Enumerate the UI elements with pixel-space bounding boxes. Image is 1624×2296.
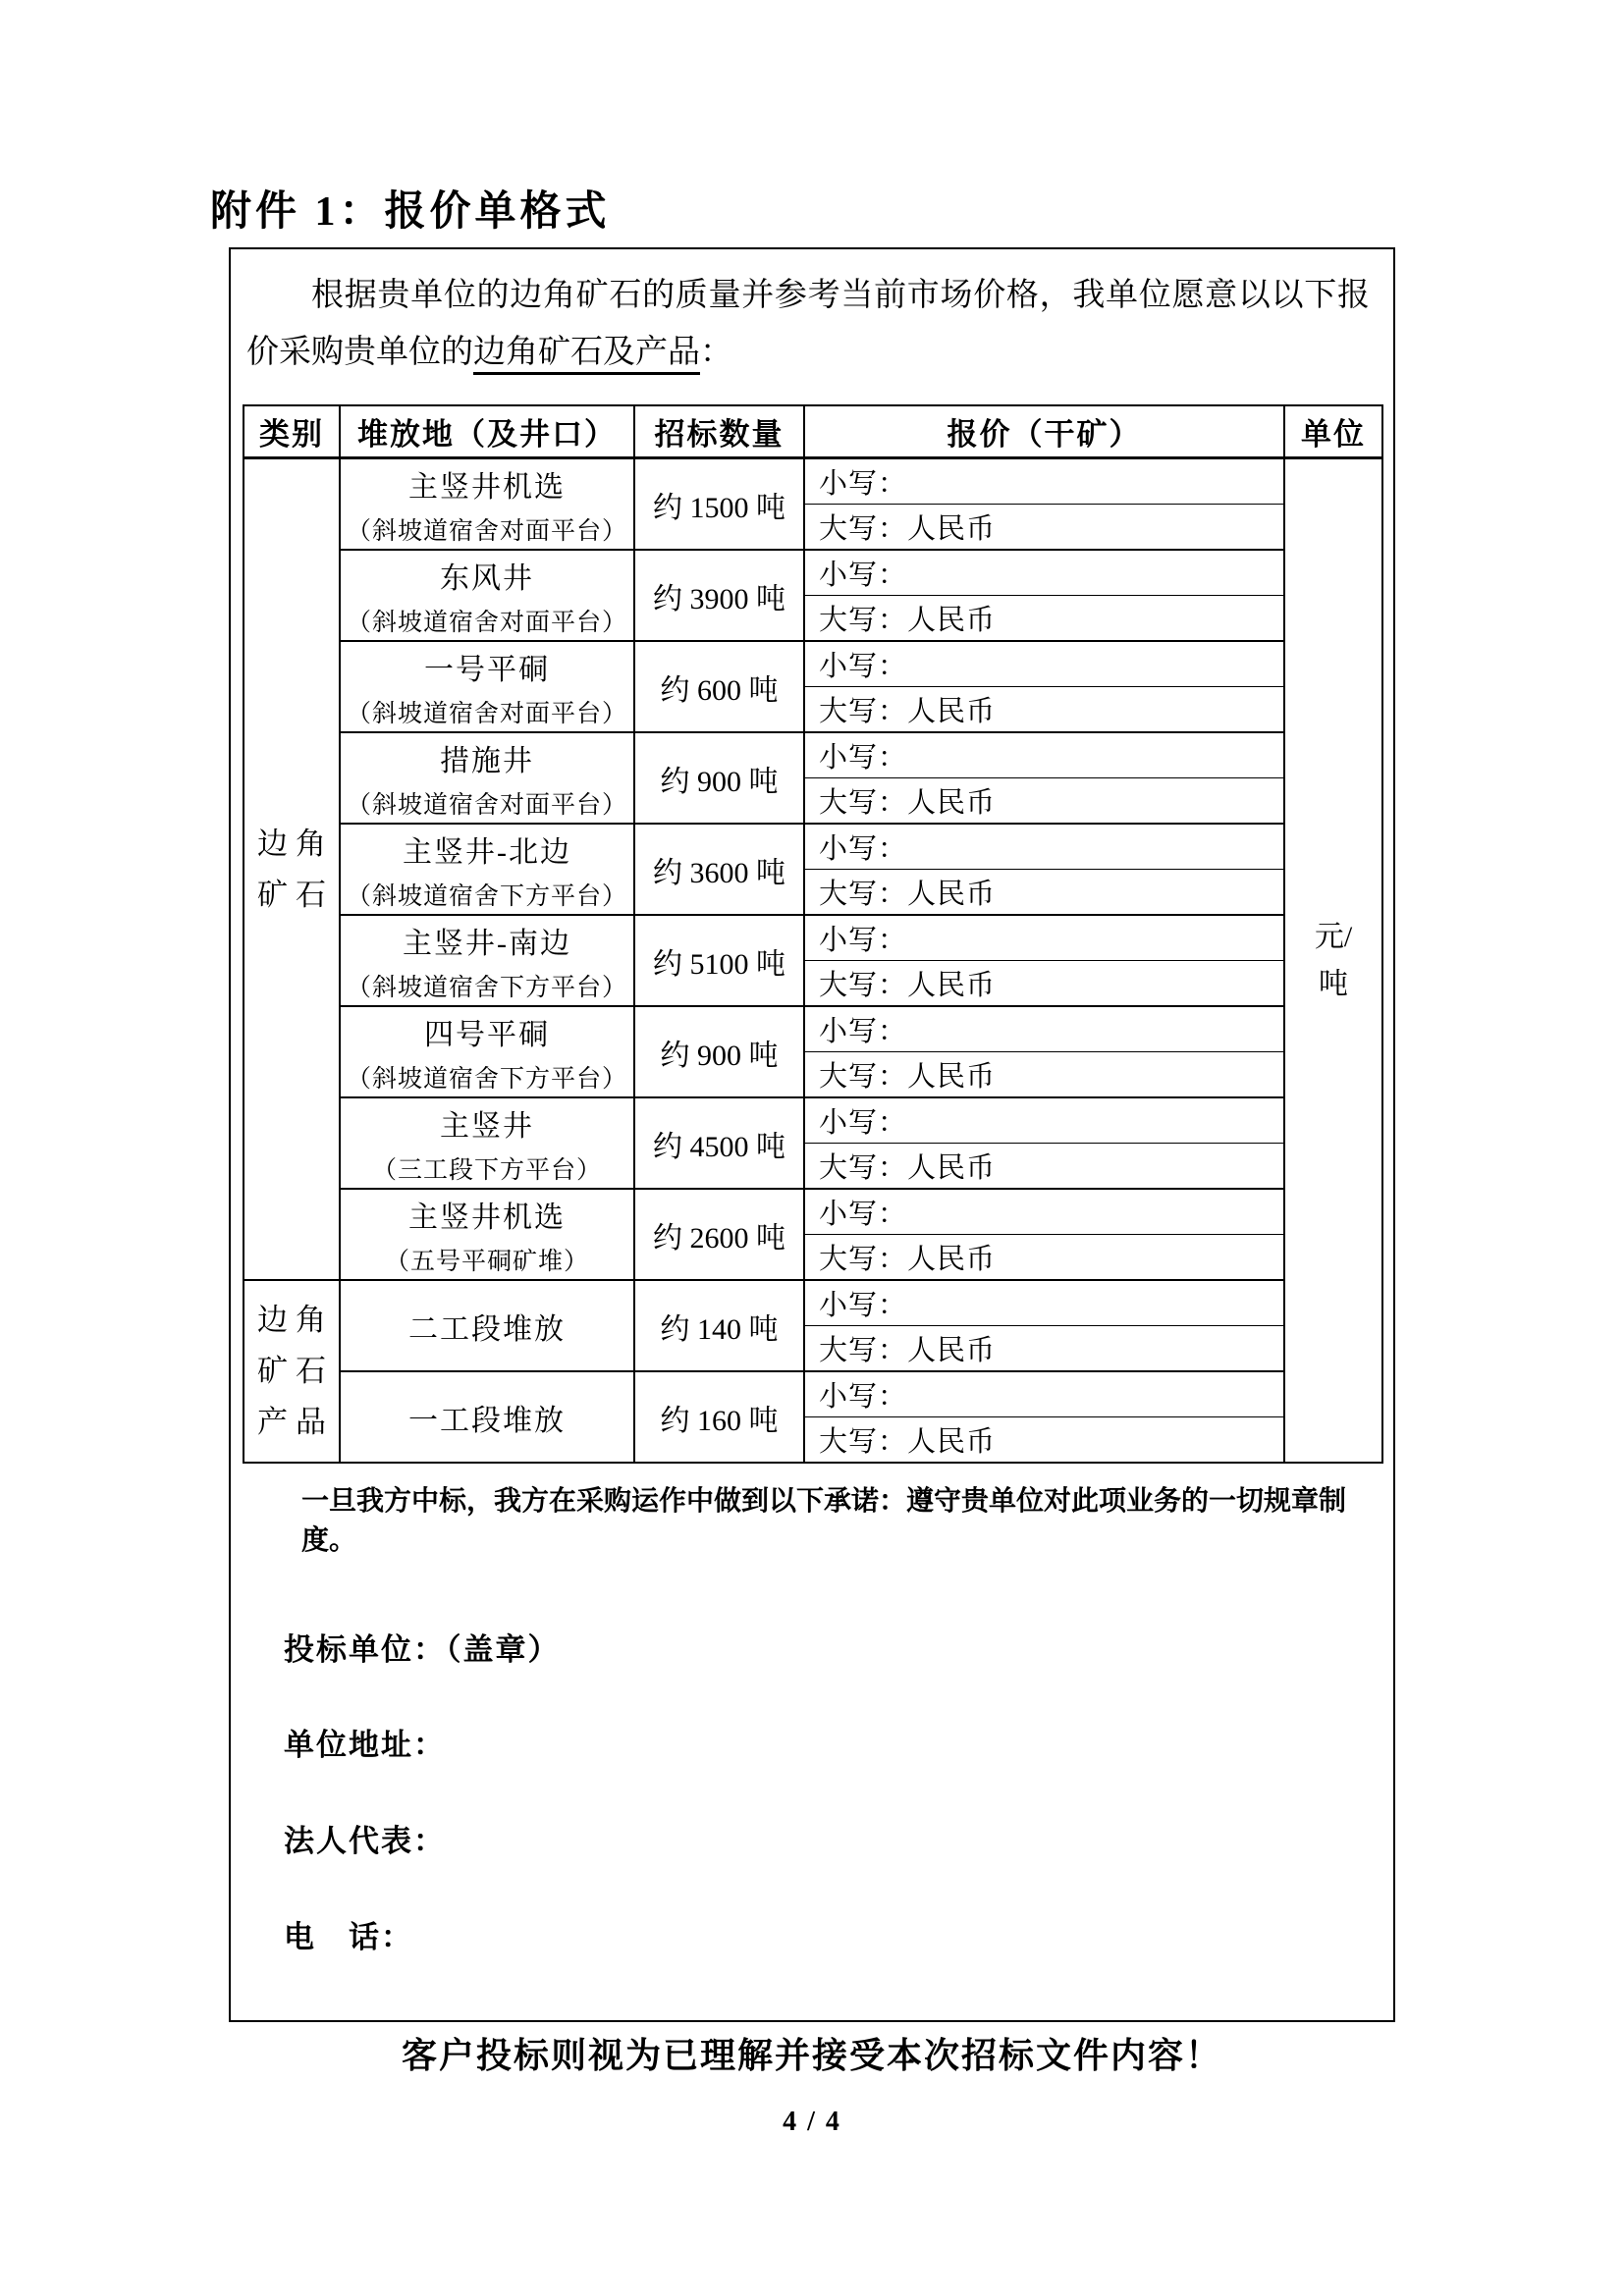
table-row: [244, 641, 1382, 687]
quotation-table: [243, 404, 1383, 1464]
unit-line: 元/: [1314, 920, 1353, 953]
location-sub: （斜坡道宿舍对面平台）: [346, 791, 627, 819]
price-lowercase-cell: 小写：: [804, 1097, 1284, 1144]
location-sub: （斜坡道宿舍下方平台）: [346, 882, 627, 910]
location-cell: [340, 1006, 634, 1097]
location-name: 主竖井: [440, 1109, 534, 1143]
field-legal-representative: 法人代表：: [284, 1824, 446, 1858]
unit-line: 吨: [1319, 967, 1348, 1000]
price-uppercase-cell: 大写：人民币: [804, 778, 1284, 825]
header-unit: 单位: [1284, 405, 1382, 458]
price-lowercase-cell: 小写：: [804, 550, 1284, 596]
location-cell: [340, 1280, 634, 1371]
location-cell: [340, 458, 634, 551]
intro-colon: ：: [700, 335, 732, 370]
location-name: 主竖井-南边: [403, 927, 571, 960]
price-uppercase-cell: 大写：人民币: [804, 596, 1284, 642]
category-line: 矿石: [257, 1354, 334, 1388]
price-lowercase-cell: 小写：: [804, 641, 1284, 687]
location-name: 东风井: [440, 561, 534, 595]
price-uppercase-cell: 大写：人民币: [804, 1144, 1284, 1190]
header-category: 类别: [244, 405, 340, 458]
table-row: [244, 1097, 1382, 1144]
location-name: 主竖井机选: [408, 470, 566, 504]
page-number: 4 / 4: [783, 2107, 841, 2137]
quantity-cell: 约 900 吨: [634, 1006, 804, 1097]
price-lowercase-cell: 小写：: [804, 1280, 1284, 1326]
category-line: 边角: [257, 1303, 334, 1337]
quantity-cell: 约 140 吨: [634, 1280, 804, 1371]
field-telephone: 电 话：: [284, 1920, 413, 1954]
table-row: [244, 915, 1382, 961]
location-sub: （斜坡道宿舍下方平台）: [346, 974, 627, 1001]
quantity-cell: 约 3900 吨: [634, 550, 804, 641]
header-price: 报价（干矿）: [804, 405, 1284, 458]
table-header-row: [244, 405, 1382, 458]
price-uppercase-cell: 大写：人民币: [804, 1417, 1284, 1464]
location-name: 一号平硐: [424, 653, 550, 686]
category-line: 边角: [257, 826, 334, 861]
category-line: 产品: [257, 1405, 334, 1439]
price-uppercase-cell: 大写：人民币: [804, 1235, 1284, 1281]
table-row: [244, 550, 1382, 596]
location-name: 措施井: [440, 744, 534, 777]
quantity-cell: 约 600 吨: [634, 641, 804, 732]
price-lowercase-cell: 小写：: [804, 458, 1284, 505]
intro-paragraph: [246, 267, 1370, 381]
location-cell: [340, 915, 634, 1006]
table-row: [244, 732, 1382, 778]
commitment-text: 一旦我方中标，我方在采购运作中做到以下承诺：遵守贵单位对此项业务的一切规章制度。: [301, 1486, 1347, 1556]
location-cell: [340, 1371, 634, 1463]
location-sub: （五号平硐矿堆）: [384, 1248, 589, 1275]
location-cell: [340, 824, 634, 915]
location-cell: [340, 1189, 634, 1280]
price-lowercase-cell: 小写：: [804, 732, 1284, 778]
table-row: [244, 458, 1382, 505]
unit-cell: [1284, 458, 1382, 1464]
location-name: 主竖井-北边: [403, 835, 571, 869]
location-name: 一工段堆放: [408, 1404, 566, 1437]
table-row: [244, 1280, 1382, 1326]
price-lowercase-cell: 小写：: [804, 824, 1284, 870]
table-row: [244, 824, 1382, 870]
location-sub: （斜坡道宿舍下方平台）: [346, 1065, 627, 1093]
table-row: [244, 1006, 1382, 1052]
location-sub: （斜坡道宿舍对面平台）: [346, 609, 627, 636]
quantity-cell: 约 1500 吨: [634, 458, 804, 551]
quantity-cell: 约 5100 吨: [634, 915, 804, 1006]
field-bidder-unit: 投标单位：（盖章）: [284, 1632, 561, 1667]
price-uppercase-cell: 大写：人民币: [804, 961, 1284, 1007]
location-name: 主竖井机选: [408, 1201, 566, 1234]
category-line: 矿石: [257, 877, 334, 912]
header-location: 堆放地（及井口）: [340, 405, 634, 458]
price-lowercase-cell: 小写：: [804, 915, 1284, 961]
price-uppercase-cell: 大写：人民币: [804, 1052, 1284, 1098]
location-sub: （斜坡道宿舍对面平台）: [346, 517, 627, 545]
location-sub: （三工段下方平台）: [371, 1156, 602, 1184]
location-cell: [340, 550, 634, 641]
intro-underlined-text: 边角矿石及产品: [473, 335, 700, 375]
quantity-cell: 约 3600 吨: [634, 824, 804, 915]
field-unit-address: 单位地址：: [284, 1728, 446, 1762]
category-cell-corner-ore: [244, 458, 340, 1281]
location-sub: （斜坡道宿舍对面平台）: [346, 700, 627, 727]
quantity-cell: 约 160 吨: [634, 1371, 804, 1463]
quantity-cell: 约 900 吨: [634, 732, 804, 824]
quantity-cell: 约 4500 吨: [634, 1097, 804, 1189]
price-lowercase-cell: 小写：: [804, 1006, 1284, 1052]
intro-lead-text: 根据贵单位的边角矿石的质量并参考当前市场价格，我单位愿意以以下报价采购贵单位的: [246, 278, 1370, 370]
price-lowercase-cell: 小写：: [804, 1189, 1284, 1235]
location-name: 四号平硐: [424, 1018, 550, 1051]
header-quantity: 招标数量: [634, 405, 804, 458]
table-row: [244, 1371, 1382, 1417]
quantity-cell: 约 2600 吨: [634, 1189, 804, 1280]
price-uppercase-cell: 大写：人民币: [804, 505, 1284, 551]
page-title: 附件 1：报价单格式: [210, 189, 611, 235]
price-uppercase-cell: 大写：人民币: [804, 687, 1284, 733]
price-uppercase-cell: 大写：人民币: [804, 1326, 1284, 1372]
location-cell: [340, 641, 634, 732]
location-name: 二工段堆放: [408, 1312, 566, 1346]
category-cell-corner-ore-product: [244, 1280, 340, 1463]
form-border-box: [229, 247, 1395, 2022]
footer-note: 客户投标则视为已理解并接受本次招标文件内容！: [401, 2036, 1222, 2075]
location-cell: [340, 732, 634, 824]
price-lowercase-cell: 小写：: [804, 1371, 1284, 1417]
table-row: [244, 1189, 1382, 1235]
price-uppercase-cell: 大写：人民币: [804, 870, 1284, 916]
location-cell: [340, 1097, 634, 1189]
